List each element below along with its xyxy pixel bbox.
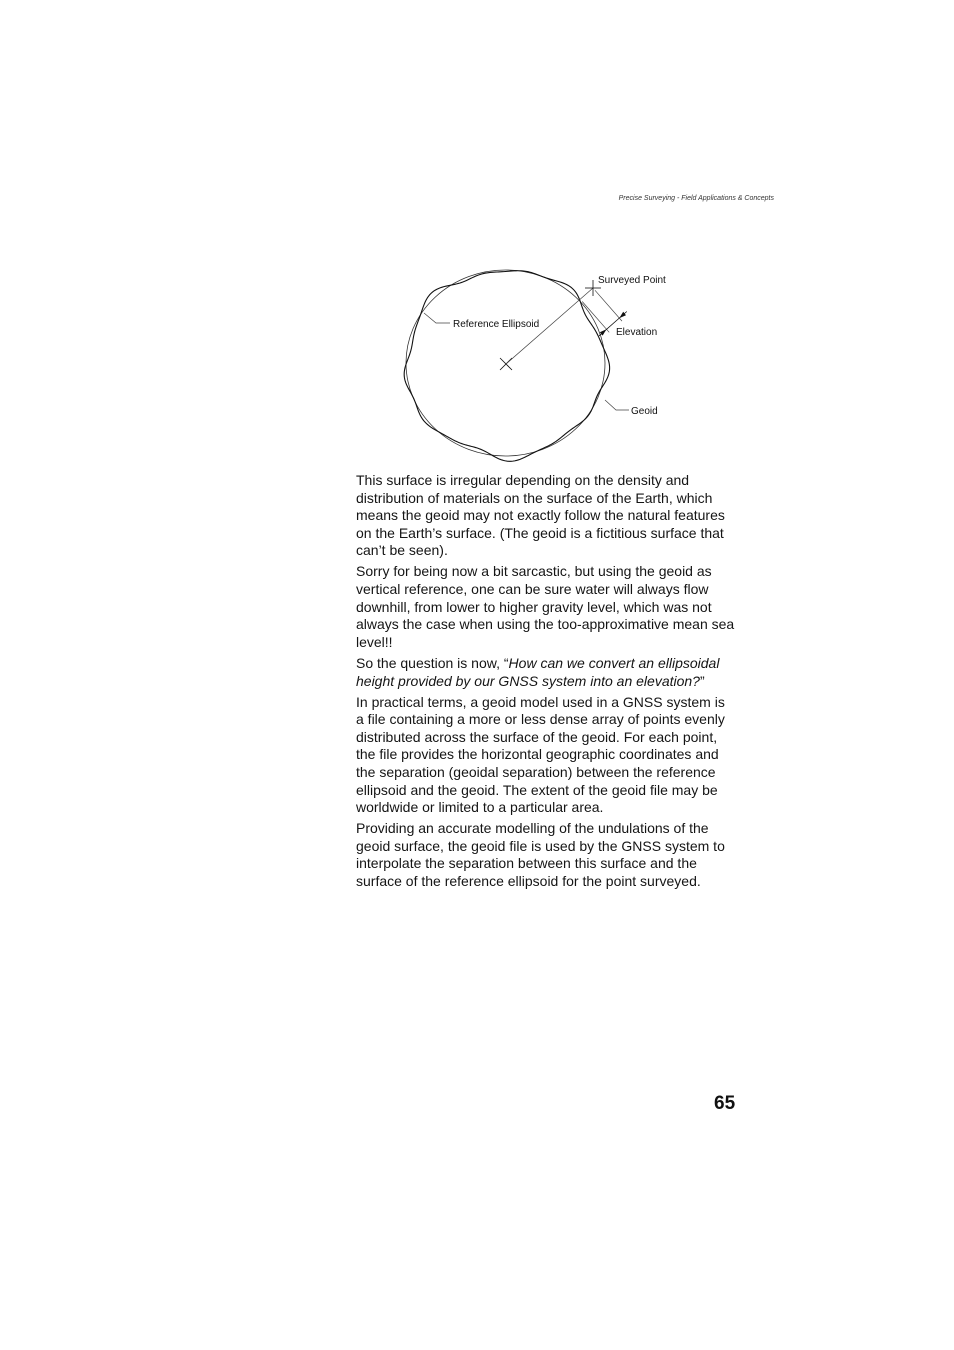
page-number: 65 (714, 1093, 736, 1114)
surveyed-point-label: Surveyed Point (598, 275, 666, 286)
body-paragraph-3 (356, 655, 746, 690)
body-line: the file provides the horizontal geographic coordinates and (356, 746, 719, 763)
running-head-title: Precise Surveying - Field Applications & Concepts (618, 195, 774, 202)
body-paragraph-1 (356, 472, 746, 560)
body-line: level!! (356, 633, 393, 650)
body-line: surface of the reference ellipsoid for the point surveyed. (356, 873, 701, 890)
body-line: This surface is irregular depending on the density and (356, 472, 690, 488)
geoid-ellipsoid-figure (380, 255, 700, 470)
body-line: the separation (geoidal separation) between the reference (356, 764, 716, 780)
body-paragraph-2 (356, 563, 746, 651)
reference-ellipsoid-label: Reference Ellipsoid (453, 319, 540, 330)
body-line: downhill, from lower to higher gravity level, which was not (356, 598, 712, 615)
body-text-normal: So the question is now, “ (356, 654, 509, 671)
body-text (356, 472, 746, 894)
elevation-label: Elevation (616, 327, 658, 338)
body-line: geoid surface, the geoid file is used by the GNSS system to (356, 837, 725, 854)
body-line: Sorry for being now a bit sarcastic, but using the geoid as (356, 563, 712, 580)
body-line: on the Earth’s surface. (The geoid is a fictitious surface that (356, 524, 724, 541)
geoid-curve (404, 271, 609, 462)
body-line (356, 673, 746, 691)
reference-ellipsoid-leader (424, 313, 450, 323)
body-line: always the case when using the too-approximative mean sea (356, 616, 735, 633)
body-line: ellipsoid and the geoid. The extent of the geoid file may be (356, 781, 718, 798)
geoid-label: Geoid (631, 406, 658, 417)
body-text-normal: ” (699, 672, 705, 689)
body-line: distributed across the surface of the geoid. For each point, (356, 728, 718, 745)
geoid-leader (605, 400, 629, 410)
body-line: a file containing a more or less dense array of points evenly (356, 711, 725, 728)
body-line (356, 655, 746, 673)
body-paragraph-4 (356, 694, 746, 817)
body-line: distribution of materials on the surface of the Earth, which (356, 489, 713, 506)
body-line: can’t be seen). (356, 542, 448, 559)
body-line: In practical terms, a geoid model used in a GNSS system is (356, 693, 725, 710)
body-question-italic: How can we convert an ellipsoidal (508, 654, 720, 671)
body-line: means the geoid may not exactly follow the natural features (356, 507, 725, 524)
body-question-italic: height provided by our GNSS system into an elevation? (356, 672, 700, 689)
body-line: worldwide or limited to a particular area. (356, 799, 604, 816)
body-line: Providing an accurate modelling of the undulations of the (356, 820, 709, 837)
body-line: vertical reference, one can be sure water will always flow (356, 581, 709, 598)
elevation-extension-line-top (595, 290, 622, 321)
body-line: interpolate the separation between this surface and the (356, 855, 697, 872)
body-paragraph-5 (356, 820, 746, 890)
